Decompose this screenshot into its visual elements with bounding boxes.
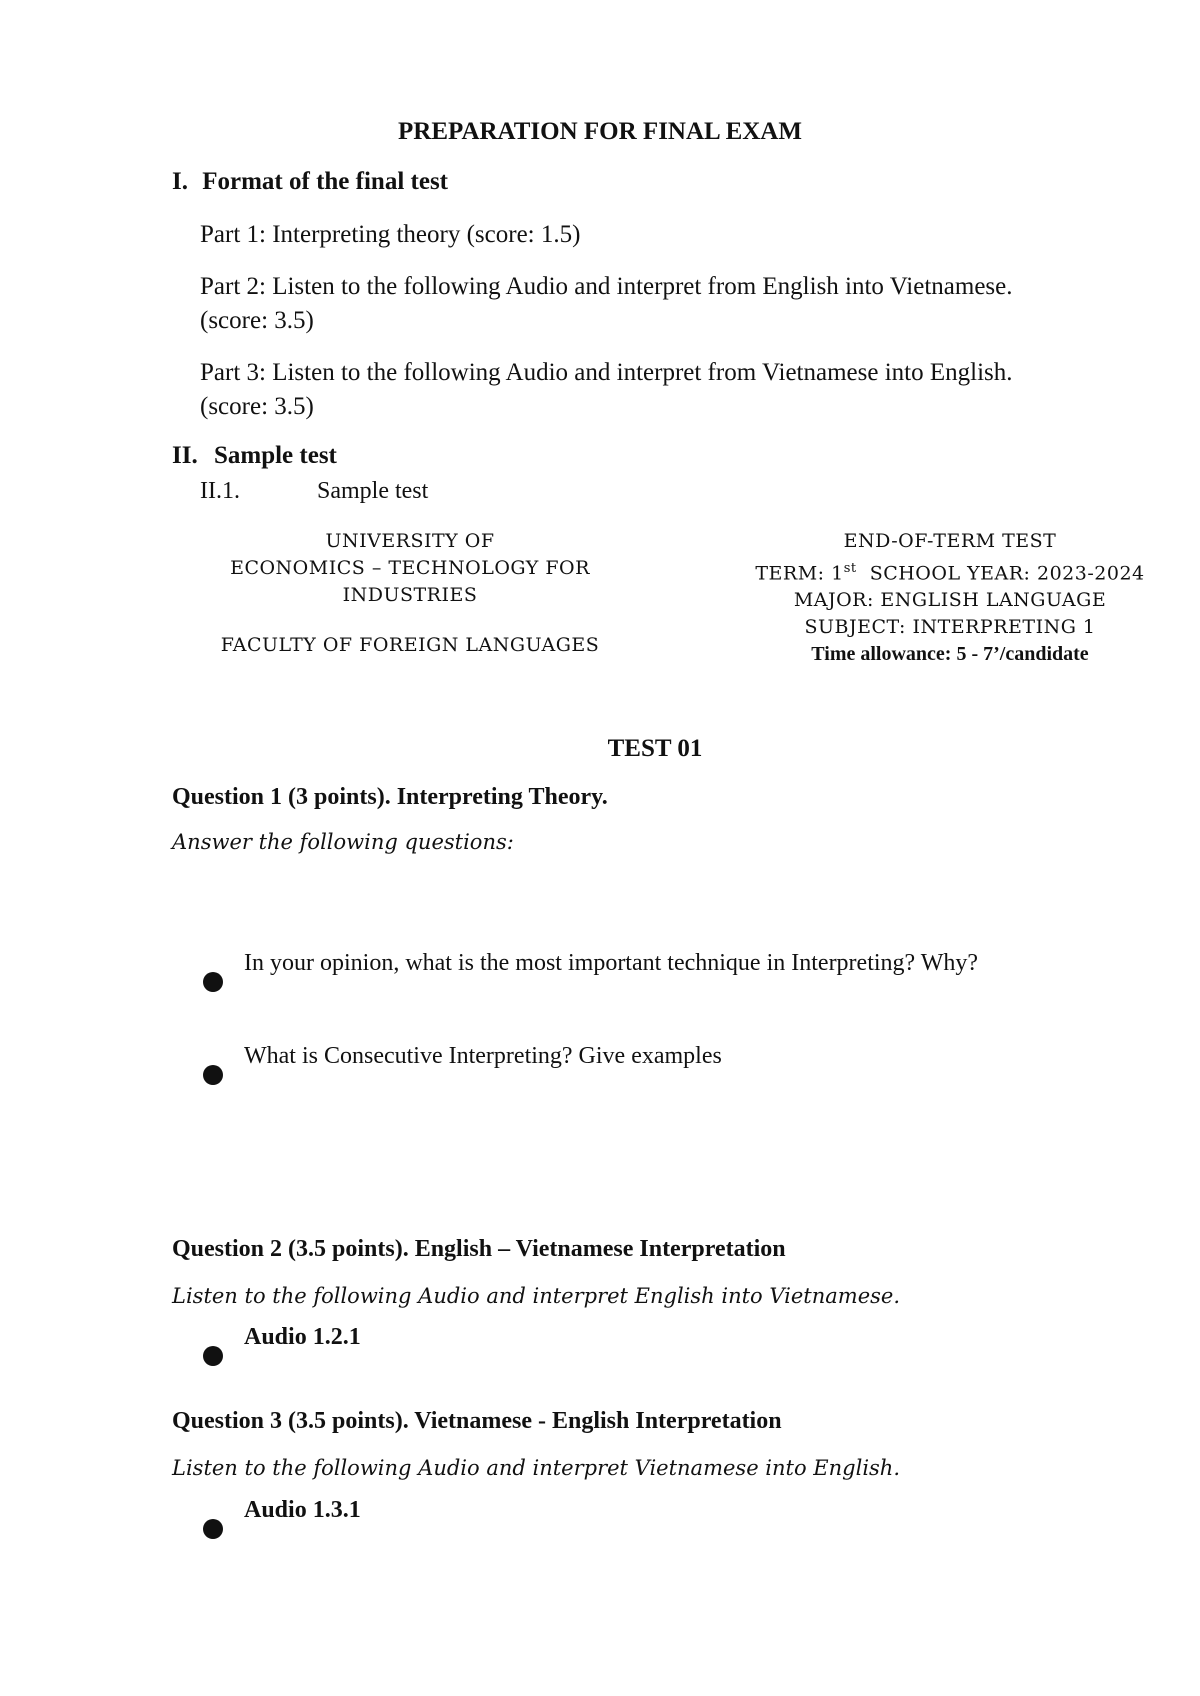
term-superscript: st (843, 561, 857, 576)
part2-score: (score: 3.5) (200, 307, 314, 334)
question1-heading: Question 1 (3 points). Interpreting Theory. (172, 784, 608, 810)
university-line1: UNIVERSITY OF (325, 530, 495, 552)
section-number: II. (172, 442, 198, 469)
faculty-name: FACULTY OF FOREIGN LANGUAGES (220, 634, 600, 656)
bullet-icon (203, 1519, 223, 1539)
page-title: PREPARATION FOR FINAL EXAM (398, 118, 802, 145)
subject-line: SUBJECT: INTERPRETING 1 (804, 616, 1096, 639)
question3-heading: Question 3 (3.5 points). Vietnamese - English Interpretation (172, 1408, 782, 1434)
section-heading-sample (172, 442, 337, 470)
section-title: Format of the final test (202, 168, 448, 195)
bullet-icon (203, 972, 223, 992)
time-allowance: Time allowance: 5 - 7’/candidate (811, 643, 1089, 666)
bullet-icon (203, 1065, 223, 1085)
university-line3: INDUSTRIES (342, 584, 478, 606)
subsection-title: Sample test (317, 478, 429, 504)
term-line: TERM: 1st SCHOOL YEAR: 2023-2024 (755, 561, 1145, 585)
university-line2: ECONOMICS – TECHNOLOGY FOR (230, 557, 590, 579)
part3-text: Part 3: Listen to the following Audio and interpret from Vietnamese into English. (200, 359, 1013, 386)
part3-score: (score: 3.5) (200, 393, 314, 420)
major-line: MAJOR: ENGLISH LANGUAGE (793, 589, 1107, 612)
section-title: Sample test (213, 442, 337, 469)
question1-item-1: In your opinion, what is the most important technique in Interpreting? Why? (244, 950, 979, 976)
header-right-block (720, 528, 1180, 668)
question1-item-2: What is Consecutive Interpreting? Give examples (244, 1043, 722, 1069)
subsection-number: II.1. (200, 478, 240, 504)
part2-text: Part 2: Listen to the following Audio and interpret from English into Vietnamese. (200, 273, 1013, 300)
section-heading-format (172, 168, 448, 196)
test-title: TEST 01 (607, 735, 703, 762)
question2-audio: Audio 1.2.1 (244, 1324, 361, 1350)
section-number: I. (172, 168, 188, 195)
question3-instruction: Listen to the following Audio and interpret Vietnamese into English. (172, 1456, 901, 1480)
question2-heading: Question 2 (3.5 points). English – Vietnamese Interpretation (172, 1236, 786, 1262)
test-type: END-OF-TERM TEST (843, 530, 1057, 552)
bullet-icon (203, 1346, 223, 1366)
question2-instruction: Listen to the following Audio and interpret English into Vietnamese. (172, 1284, 901, 1308)
part1-text: Part 1: Interpreting theory (score: 1.5) (200, 221, 581, 248)
question1-instruction: Answer the following questions: (172, 830, 514, 854)
header-left-block (180, 528, 640, 659)
question3-audio: Audio 1.3.1 (244, 1497, 361, 1523)
